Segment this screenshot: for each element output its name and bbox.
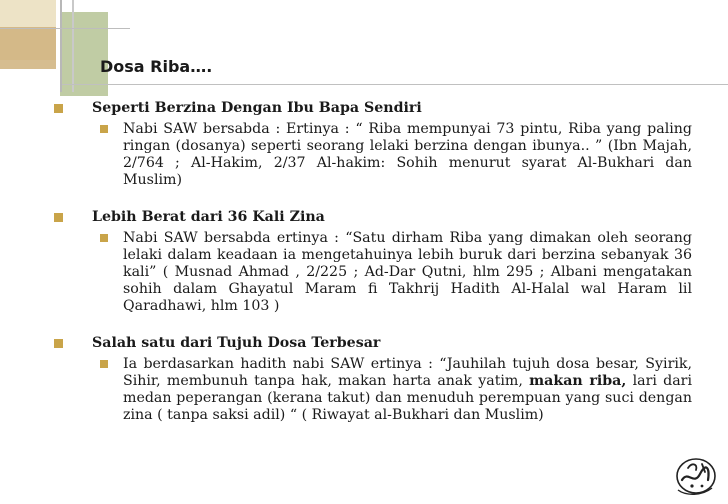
header-decoration: [0, 0, 130, 92]
square-bullet-icon: [100, 125, 108, 133]
section-body-text: Nabi SAW bersabda : Ertinya : “ Riba mempunyai 73 pintu, Riba yang paling ringan (dosanya) seperti seorang lelaki berzina dengan ibunya.. ” (Ibn Majah, 2/764 ; Al-Hakim, 2/37 Al-hakim: Sohih menurut syarat Al-Bukhari dan Muslim): [123, 121, 692, 188]
square-bullet-icon: [54, 104, 63, 113]
section-body-text-start: Ia berdasarkan hadith nabi SAW ertinya : “Jauhilah tujuh dosa besar, Syirik, Sihir, membunuh tanpa hak, makan harta anak yatim,: [123, 356, 692, 389]
vertical-line-2: [72, 0, 74, 92]
square-bullet-icon: [100, 360, 108, 368]
section-heading: [0, 209, 728, 226]
square-bullet-icon: [100, 234, 108, 242]
section-body-text: Nabi SAW bersabda ertinya : “Satu dirham Riba yang dimakan oleh seorang lelaki dalam keadaan ia mengetahuinya lebih buruk dari berzina sebanyak 36 kali” ( Musnad Ahmad , 2/225 ; Ad-Dar Qutni, hlm 295 ; Albani mengatakan sohih dalam Ghayatul Maram fi Takhrij Hadith Al-Halal wal Haram lil Qaradhawi, hlm 103 ): [123, 230, 692, 314]
section-body: [0, 356, 728, 424]
slide-title: Dosa Riba….: [100, 57, 213, 76]
square-bullet-icon: [54, 339, 63, 348]
section-heading-text: Lebih Berat dari 36 Kali Zina: [92, 209, 325, 225]
calligraphy-logo-icon: [672, 450, 720, 498]
section-heading-text: Salah satu dari Tujuh Dosa Terbesar: [92, 335, 381, 351]
section-body: [0, 121, 728, 189]
tan-block: [0, 27, 56, 69]
section-heading: [0, 100, 728, 117]
horizontal-line: [0, 28, 130, 29]
section-body-text-end: lari dari medan peperangan (kerana takut) dan menuduh perempuan yang suci dengan zina ( tanpa saksi adil) “ ( Riwayat al-Bukhari dan Muslim): [123, 373, 692, 423]
emphasis-text: makan riba,: [529, 373, 627, 389]
title-rule: [62, 84, 728, 85]
section-body: [0, 230, 728, 315]
section-heading-text: Seperti Berzina Dengan Ibu Bapa Sendiri: [92, 100, 422, 116]
section-heading: [0, 335, 728, 352]
square-bullet-icon: [54, 213, 63, 222]
slide-content: [0, 92, 728, 424]
vertical-line: [60, 0, 62, 92]
